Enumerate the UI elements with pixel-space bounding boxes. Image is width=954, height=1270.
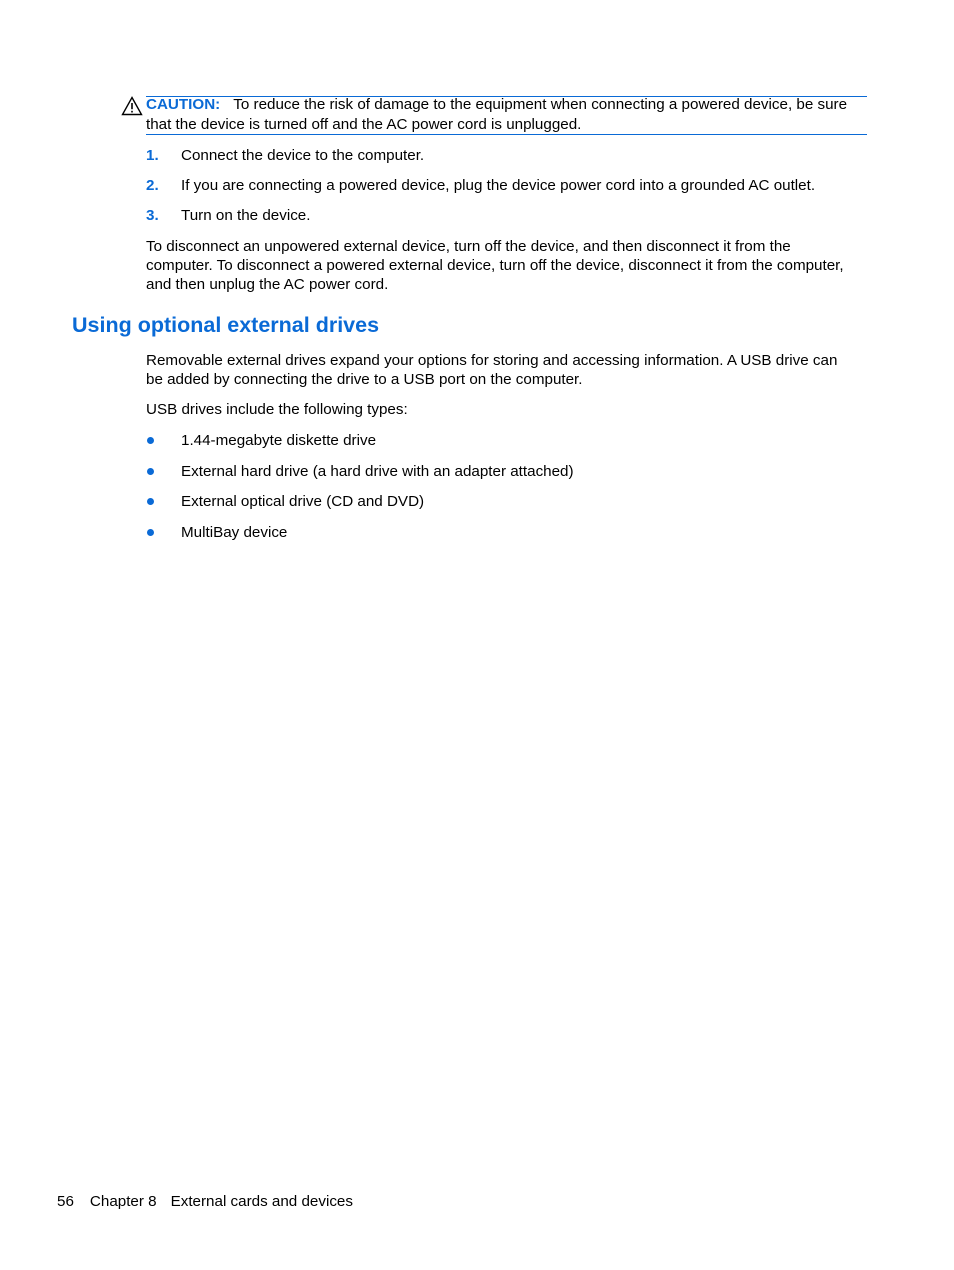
bullet-icon	[147, 498, 154, 505]
list-item	[146, 523, 866, 554]
drive-types-list	[146, 431, 866, 553]
step-item	[146, 206, 866, 236]
step-item	[146, 176, 866, 206]
step-item	[146, 146, 866, 176]
page-number: 56	[57, 1193, 74, 1210]
section-heading: Using optional external drives	[72, 313, 380, 337]
steps-list	[146, 146, 866, 236]
list-item	[146, 492, 866, 523]
list-item-text: MultiBay device	[181, 523, 288, 541]
types-intro: USB drives include the following types:	[146, 401, 408, 418]
step-number: 1.	[146, 147, 159, 164]
step-number: 2.	[146, 177, 159, 194]
caution-body: To reduce the risk of damage to the equipment when connecting a powered device, be sure that the device is turned off and the AC power cord is unplugged.	[146, 96, 848, 133]
list-item-text: External optical drive (CD and DVD)	[181, 493, 425, 510]
list-item-text: External hard drive (a hard drive with an adapter attached)	[181, 462, 574, 480]
footer-chapter-title: External cards and devices	[170, 1193, 353, 1210]
list-item-text: 1.44-megabyte diskette drive	[181, 432, 377, 449]
warning-triangle-icon	[121, 96, 143, 116]
step-text: Turn on the device.	[181, 207, 311, 224]
bullet-icon	[147, 468, 154, 475]
step-text: Connect the device to the computer.	[181, 147, 425, 164]
bullet-icon	[147, 437, 154, 444]
step-text: If you are connecting a powered device, plug the device power cord into a grounded AC outlet.	[181, 177, 816, 194]
caution-text	[146, 95, 864, 135]
list-item	[146, 462, 866, 493]
disconnect-paragraph: To disconnect an unpowered external device, turn off the device, and then disconnect it from the computer. To disconnect a powered external device, turn off the device, disconnect it from the computer, and then unplug the AC power cord.	[146, 238, 844, 293]
caution-label: CAUTION:	[146, 96, 221, 113]
step-number: 3.	[146, 207, 159, 224]
footer-chapter: Chapter 8	[89, 1193, 157, 1210]
list-item	[146, 431, 866, 462]
caution-bottom-rule	[146, 134, 867, 135]
page-footer	[57, 1192, 353, 1211]
bullet-icon	[147, 529, 154, 536]
section-intro: Removable external drives expand your options for storing and accessing information. A USB drive can be added by connecting the drive to a USB port on the computer.	[146, 352, 838, 388]
